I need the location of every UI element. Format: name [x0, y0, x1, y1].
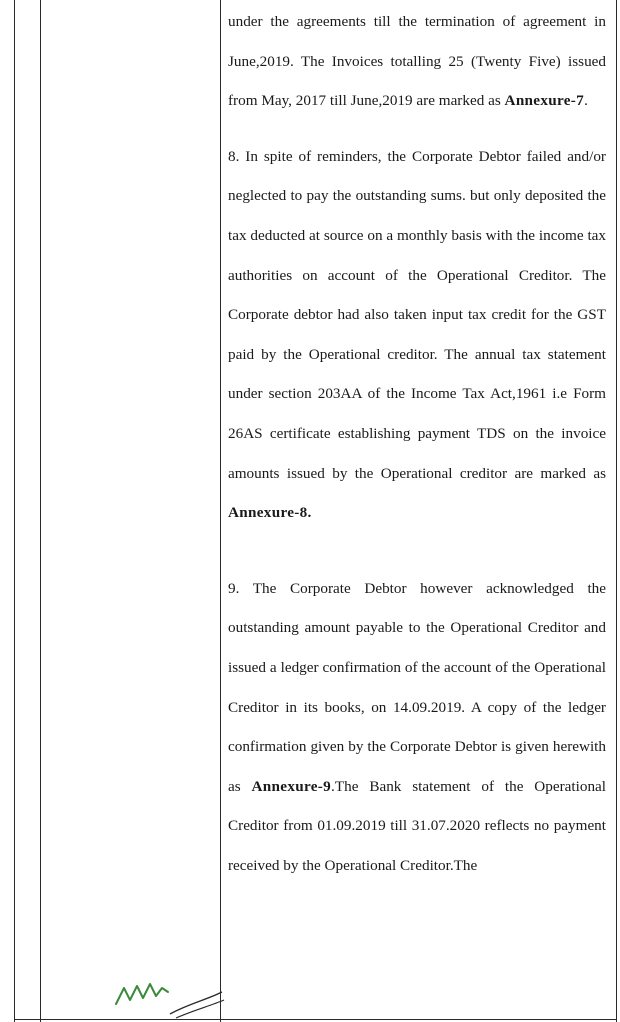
margin-rule-outer [14, 0, 15, 1022]
bottom-border [14, 1019, 617, 1020]
annexure-7-label: Annexure-7 [504, 92, 585, 110]
annexure-8-label: Annexure-8. [228, 504, 312, 522]
paragraph-9: 9. The Corporate Debtor however acknowledged the outstanding amount payable to the Operational Creditor and issued a ledger confirmation of the account of the Operational Creditor in its books, on 14.09.2019. A copy of the ledger confirmation given by the Corporate Debtor is given herewith as Annexure-9.The Bank statement of the Operational Creditor from 01.09.2019 till 31.07.2020 reflects no payment received by the Operational Creditor.The [228, 579, 606, 874]
margin-rule-inner [40, 0, 41, 1022]
body-text-column [228, 2, 606, 885]
paragraph-8: 8. In spite of reminders, the Corporate Debtor failed and/or neglected to pay the outstanding sums. but only deposited the tax deducted at source on a monthly basis with the income tax authorities on account of the Operational Creditor. The Corporate debtor had also taken input tax credit for the GST paid by the Operational creditor. The annual tax statement under section 203AA of the Income Tax Act,1961 i.e Form 26AS certificate establishing payment TDS on the invoice amounts issued by the Operational creditor are marked as Annexure-8. [228, 147, 606, 522]
column-divider [220, 0, 221, 1022]
signature-mark [110, 970, 230, 1020]
paragraph-7-continuation: under the agreements till the termination of agreement in June,2019. The Invoices totalling 25 (Twenty Five) issued from May, 2017 till June,2019 are marked as Annexure-7. [228, 13, 606, 110]
annexure-9-label: Annexure-9 [251, 777, 332, 795]
right-border [616, 0, 617, 1022]
